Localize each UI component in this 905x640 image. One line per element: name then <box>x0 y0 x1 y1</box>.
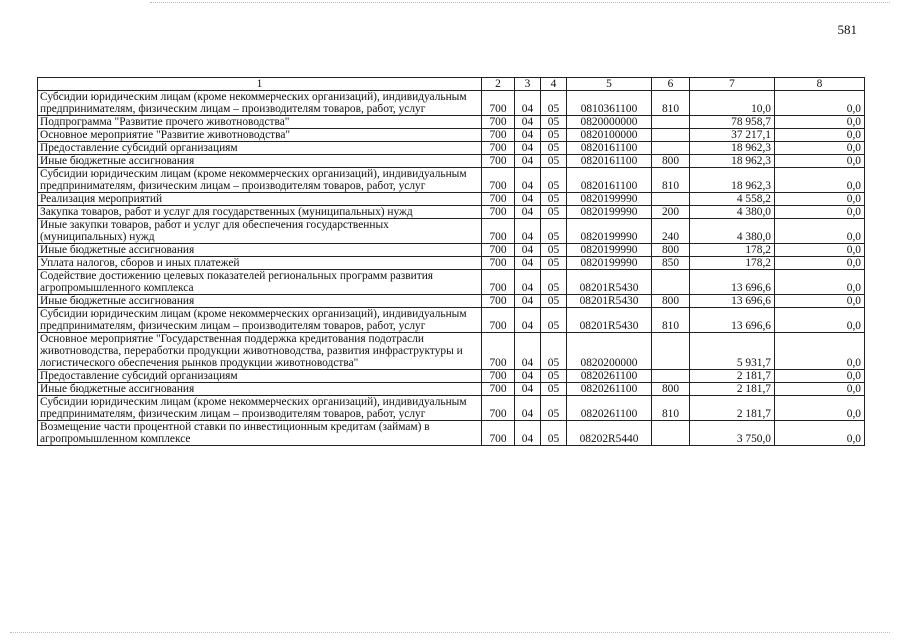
row-col2: 700 <box>482 244 515 257</box>
row-col3: 04 <box>515 421 541 446</box>
row-col6 <box>652 333 690 370</box>
row-col3: 04 <box>515 168 541 193</box>
row-col4: 05 <box>541 142 567 155</box>
row-col4: 05 <box>541 193 567 206</box>
col-header-8: 8 <box>775 78 865 91</box>
table-row <box>38 116 865 129</box>
row-name: Реализация мероприятий <box>38 193 482 206</box>
row-col2: 700 <box>482 370 515 383</box>
row-col4: 05 <box>541 333 567 370</box>
row-code: 0820261100 <box>567 370 652 383</box>
table-row <box>38 421 865 446</box>
row-name: Возмещение части процентной ставки по инвестиционным кредитам (займам) в агропромышленном комплексе <box>38 421 482 446</box>
row-col4: 05 <box>541 206 567 219</box>
col-header-7: 7 <box>690 78 775 91</box>
row-col8: 0,0 <box>775 295 865 308</box>
col-header-4: 4 <box>541 78 567 91</box>
row-col3: 04 <box>515 116 541 129</box>
row-col6 <box>652 421 690 446</box>
row-col4: 05 <box>541 116 567 129</box>
row-col4: 05 <box>541 168 567 193</box>
row-col6: 810 <box>652 308 690 333</box>
row-code: 08202R5440 <box>567 421 652 446</box>
row-col8: 0,0 <box>775 168 865 193</box>
row-col8: 0,0 <box>775 396 865 421</box>
row-col2: 700 <box>482 155 515 168</box>
row-code: 0820261100 <box>567 383 652 396</box>
row-col4: 05 <box>541 219 567 244</box>
row-col6: 800 <box>652 155 690 168</box>
row-col8: 0,0 <box>775 370 865 383</box>
row-col8: 0,0 <box>775 270 865 295</box>
row-col2: 700 <box>482 193 515 206</box>
row-col8: 0,0 <box>775 383 865 396</box>
row-col3: 04 <box>515 129 541 142</box>
row-name: Иные бюджетные ассигнования <box>38 244 482 257</box>
scan-noise-top <box>150 2 890 6</box>
row-col3: 04 <box>515 193 541 206</box>
row-col2: 700 <box>482 295 515 308</box>
row-col6 <box>652 129 690 142</box>
row-amount: 37 217,1 <box>690 129 775 142</box>
table-row <box>38 206 865 219</box>
row-code: 0820199990 <box>567 206 652 219</box>
row-col4: 05 <box>541 295 567 308</box>
table-body <box>38 91 865 446</box>
row-col8: 0,0 <box>775 116 865 129</box>
row-col6 <box>652 270 690 295</box>
row-col4: 05 <box>541 129 567 142</box>
row-code: 0820161100 <box>567 155 652 168</box>
row-col3: 04 <box>515 244 541 257</box>
row-code: 08201R5430 <box>567 270 652 295</box>
table-row <box>38 91 865 116</box>
row-col3: 04 <box>515 308 541 333</box>
row-col2: 700 <box>482 129 515 142</box>
row-name: Уплата налогов, сборов и иных платежей <box>38 257 482 270</box>
col-header-3: 3 <box>515 78 541 91</box>
row-col6 <box>652 142 690 155</box>
row-col8: 0,0 <box>775 193 865 206</box>
row-col8: 0,0 <box>775 91 865 116</box>
col-header-2: 2 <box>482 78 515 91</box>
row-amount: 13 696,6 <box>690 270 775 295</box>
row-amount: 18 962,3 <box>690 168 775 193</box>
row-amount: 3 750,0 <box>690 421 775 446</box>
table-row <box>38 155 865 168</box>
row-amount: 178,2 <box>690 244 775 257</box>
row-amount: 13 696,6 <box>690 295 775 308</box>
row-col8: 0,0 <box>775 142 865 155</box>
table-row <box>38 244 865 257</box>
row-code: 0820200000 <box>567 333 652 370</box>
row-name: Иные бюджетные ассигнования <box>38 155 482 168</box>
row-name: Субсидии юридическим лицам (кроме некоммерческих организаций), индивидуальным предпринимателям, физическим лицам – производителям товаров, работ, услуг <box>38 168 482 193</box>
row-col6: 200 <box>652 206 690 219</box>
table-row <box>38 383 865 396</box>
row-col8: 0,0 <box>775 257 865 270</box>
row-col6: 800 <box>652 244 690 257</box>
row-amount: 2 181,7 <box>690 383 775 396</box>
row-col2: 700 <box>482 421 515 446</box>
table-row <box>38 142 865 155</box>
row-col8: 0,0 <box>775 244 865 257</box>
row-code: 0820199990 <box>567 244 652 257</box>
row-col4: 05 <box>541 270 567 295</box>
row-col3: 04 <box>515 370 541 383</box>
row-col8: 0,0 <box>775 129 865 142</box>
row-col3: 04 <box>515 91 541 116</box>
row-col2: 700 <box>482 91 515 116</box>
budget-table <box>37 77 865 446</box>
row-col2: 700 <box>482 257 515 270</box>
row-code: 0820199990 <box>567 193 652 206</box>
row-col2: 700 <box>482 270 515 295</box>
row-col3: 04 <box>515 142 541 155</box>
table-row <box>38 270 865 295</box>
row-col2: 700 <box>482 383 515 396</box>
row-col8: 0,0 <box>775 219 865 244</box>
row-col3: 04 <box>515 295 541 308</box>
table-row <box>38 129 865 142</box>
row-col6: 800 <box>652 295 690 308</box>
col-header-6: 6 <box>652 78 690 91</box>
table-row <box>38 396 865 421</box>
row-col6: 810 <box>652 396 690 421</box>
row-col2: 700 <box>482 116 515 129</box>
row-code: 0820100000 <box>567 129 652 142</box>
row-amount: 4 558,2 <box>690 193 775 206</box>
table-row <box>38 168 865 193</box>
row-col6: 850 <box>652 257 690 270</box>
row-col4: 05 <box>541 383 567 396</box>
row-col6: 810 <box>652 91 690 116</box>
row-name: Предоставление субсидий организациям <box>38 370 482 383</box>
row-col4: 05 <box>541 421 567 446</box>
row-col8: 0,0 <box>775 308 865 333</box>
row-col4: 05 <box>541 308 567 333</box>
budget-table-container <box>37 77 864 446</box>
row-col6: 800 <box>652 383 690 396</box>
row-amount: 4 380,0 <box>690 219 775 244</box>
row-col4: 05 <box>541 257 567 270</box>
row-amount: 78 958,7 <box>690 116 775 129</box>
row-col8: 0,0 <box>775 155 865 168</box>
row-col2: 700 <box>482 168 515 193</box>
row-col2: 700 <box>482 333 515 370</box>
row-col4: 05 <box>541 91 567 116</box>
row-amount: 5 931,7 <box>690 333 775 370</box>
row-col4: 05 <box>541 244 567 257</box>
table-row <box>38 193 865 206</box>
row-col2: 700 <box>482 396 515 421</box>
row-name: Предоставление субсидий организациям <box>38 142 482 155</box>
row-col4: 05 <box>541 155 567 168</box>
scan-noise-bottom <box>10 632 890 636</box>
table-row <box>38 295 865 308</box>
table-row <box>38 257 865 270</box>
row-name: Субсидии юридическим лицам (кроме некоммерческих организаций), индивидуальным предпринимателям, физическим лицам – производителям товаров, работ, услуг <box>38 396 482 421</box>
col-header-5: 5 <box>567 78 652 91</box>
row-amount: 13 696,6 <box>690 308 775 333</box>
row-col6 <box>652 116 690 129</box>
row-name: Основное мероприятие "Развитие животноводства" <box>38 129 482 142</box>
page-number: 581 <box>837 22 857 37</box>
row-code: 0810361100 <box>567 91 652 116</box>
row-col2: 700 <box>482 219 515 244</box>
row-amount: 10,0 <box>690 91 775 116</box>
row-col2: 700 <box>482 308 515 333</box>
row-code: 0820199990 <box>567 219 652 244</box>
row-amount: 178,2 <box>690 257 775 270</box>
row-code: 0820161100 <box>567 168 652 193</box>
row-col4: 05 <box>541 396 567 421</box>
row-code: 08201R5430 <box>567 308 652 333</box>
row-col8: 0,0 <box>775 206 865 219</box>
row-col2: 700 <box>482 206 515 219</box>
row-col6: 240 <box>652 219 690 244</box>
row-col3: 04 <box>515 333 541 370</box>
row-amount: 4 380,0 <box>690 206 775 219</box>
row-name: Содействие достижению целевых показателей региональных программ развития агропромышленного комплекса <box>38 270 482 295</box>
row-amount: 2 181,7 <box>690 396 775 421</box>
table-row <box>38 308 865 333</box>
row-col3: 04 <box>515 270 541 295</box>
row-col3: 04 <box>515 257 541 270</box>
col-header-1: 1 <box>38 78 482 91</box>
row-col3: 04 <box>515 155 541 168</box>
row-name: Субсидии юридическим лицам (кроме некоммерческих организаций), индивидуальным предпринимателям, физическим лицам – производителям товаров, работ, услуг <box>38 308 482 333</box>
row-name: Субсидии юридическим лицам (кроме некоммерческих организаций), индивидуальным предпринимателям, физическим лицам – производителям товаров, работ, услуг <box>38 91 482 116</box>
row-col6 <box>652 193 690 206</box>
row-code: 0820000000 <box>567 116 652 129</box>
row-col3: 04 <box>515 396 541 421</box>
table-row <box>38 219 865 244</box>
row-col6 <box>652 370 690 383</box>
row-name: Подпрограмма "Развитие прочего животноводства" <box>38 116 482 129</box>
table-row <box>38 333 865 370</box>
row-code: 0820199990 <box>567 257 652 270</box>
row-name: Основное мероприятие "Государственная поддержка кредитования подотрасли животноводства, переработки продукции животноводства, развития инфраструктуры и логистического обеспечения рынков продукции животноводства" <box>38 333 482 370</box>
row-col4: 05 <box>541 370 567 383</box>
row-col6: 810 <box>652 168 690 193</box>
row-name: Иные бюджетные ассигнования <box>38 295 482 308</box>
row-name: Иные бюджетные ассигнования <box>38 383 482 396</box>
row-name: Закупка товаров, работ и услуг для государственных (муниципальных) нужд <box>38 206 482 219</box>
row-col3: 04 <box>515 219 541 244</box>
header-row <box>38 78 865 91</box>
row-code: 08201R5430 <box>567 295 652 308</box>
row-code: 0820161100 <box>567 142 652 155</box>
row-col3: 04 <box>515 383 541 396</box>
table-row <box>38 370 865 383</box>
row-amount: 18 962,3 <box>690 142 775 155</box>
row-col8: 0,0 <box>775 421 865 446</box>
row-amount: 18 962,3 <box>690 155 775 168</box>
row-amount: 2 181,7 <box>690 370 775 383</box>
row-col2: 700 <box>482 142 515 155</box>
row-col3: 04 <box>515 206 541 219</box>
row-code: 0820261100 <box>567 396 652 421</box>
row-col8: 0,0 <box>775 333 865 370</box>
row-name: Иные закупки товаров, работ и услуг для обеспечения государственных (муниципальных) нужд <box>38 219 482 244</box>
